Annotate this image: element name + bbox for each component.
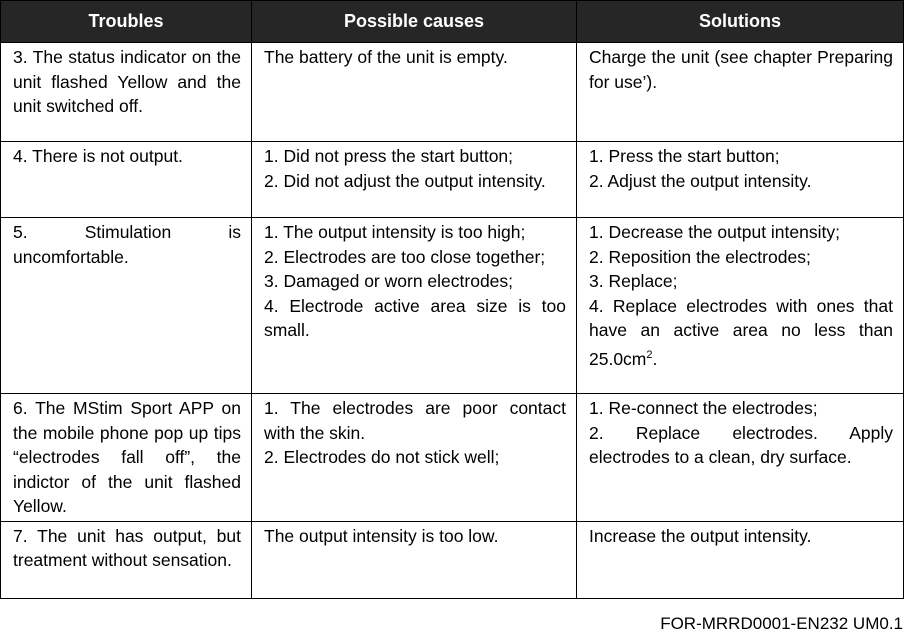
table-row bbox=[1, 218, 904, 394]
solutions-cell: 1. Decrease the output intensity; 2. Reposition the electrodes; 3. Replace; 4. Replace electrodes with ones that have an active area no less than $25.0cm^2$. bbox=[577, 218, 904, 394]
table-row bbox=[1, 394, 904, 522]
superscript-two: 2 bbox=[646, 348, 653, 361]
header-possible-causes: Possible causes bbox=[252, 1, 577, 43]
solutions-cell: Increase the output intensity. bbox=[577, 521, 904, 598]
trouble-cell: 7. The unit has output, but treatment without sensation. bbox=[1, 521, 252, 598]
causes-cell: 1. The electrodes are poor contact with the skin. 2. Electrodes do not stick well; bbox=[252, 394, 577, 522]
solutions-cell: 1. Press the start button; 2. Adjust the output intensity. bbox=[577, 142, 904, 218]
table-row bbox=[1, 521, 904, 598]
header-solutions: Solutions bbox=[577, 1, 904, 43]
table-row bbox=[1, 142, 904, 218]
causes-cell: 1. The output intensity is too high; 2. Electrodes are too close together; 3. Damaged or worn electrodes; 4. Electrode active area size is too small. bbox=[252, 218, 577, 394]
trouble-cell: 5. Stimulation is uncomfortable. bbox=[1, 218, 252, 394]
document-code-footer: FOR-MRRD0001-EN232 UM0.1 bbox=[660, 614, 903, 633]
solutions-cell: Charge the unit (see chapter Preparing for use’). bbox=[577, 43, 904, 142]
solutions-cell: 1. Re-connect the electrodes; 2. Replace electrodes. Apply electrodes to a clean, dry surface. bbox=[577, 394, 904, 522]
causes-cell: The output intensity is too low. bbox=[252, 521, 577, 598]
trouble-cell: 4. There is not output. bbox=[1, 142, 252, 218]
header-troubles: Troubles bbox=[1, 1, 252, 43]
table-header-row bbox=[1, 1, 904, 43]
trouble-cell: 6. The MStim Sport APP on the mobile phone pop up tips “electrodes fall off”, the indictor of the unit flashed Yellow. bbox=[1, 394, 252, 522]
causes-cell: The battery of the unit is empty. bbox=[252, 43, 577, 142]
table-row bbox=[1, 43, 904, 142]
causes-cell: 1. Did not press the start button; 2. Did not adjust the output intensity. bbox=[252, 142, 577, 218]
trouble-cell: 3. The status indicator on the unit flashed Yellow and the unit switched off. bbox=[1, 43, 252, 142]
